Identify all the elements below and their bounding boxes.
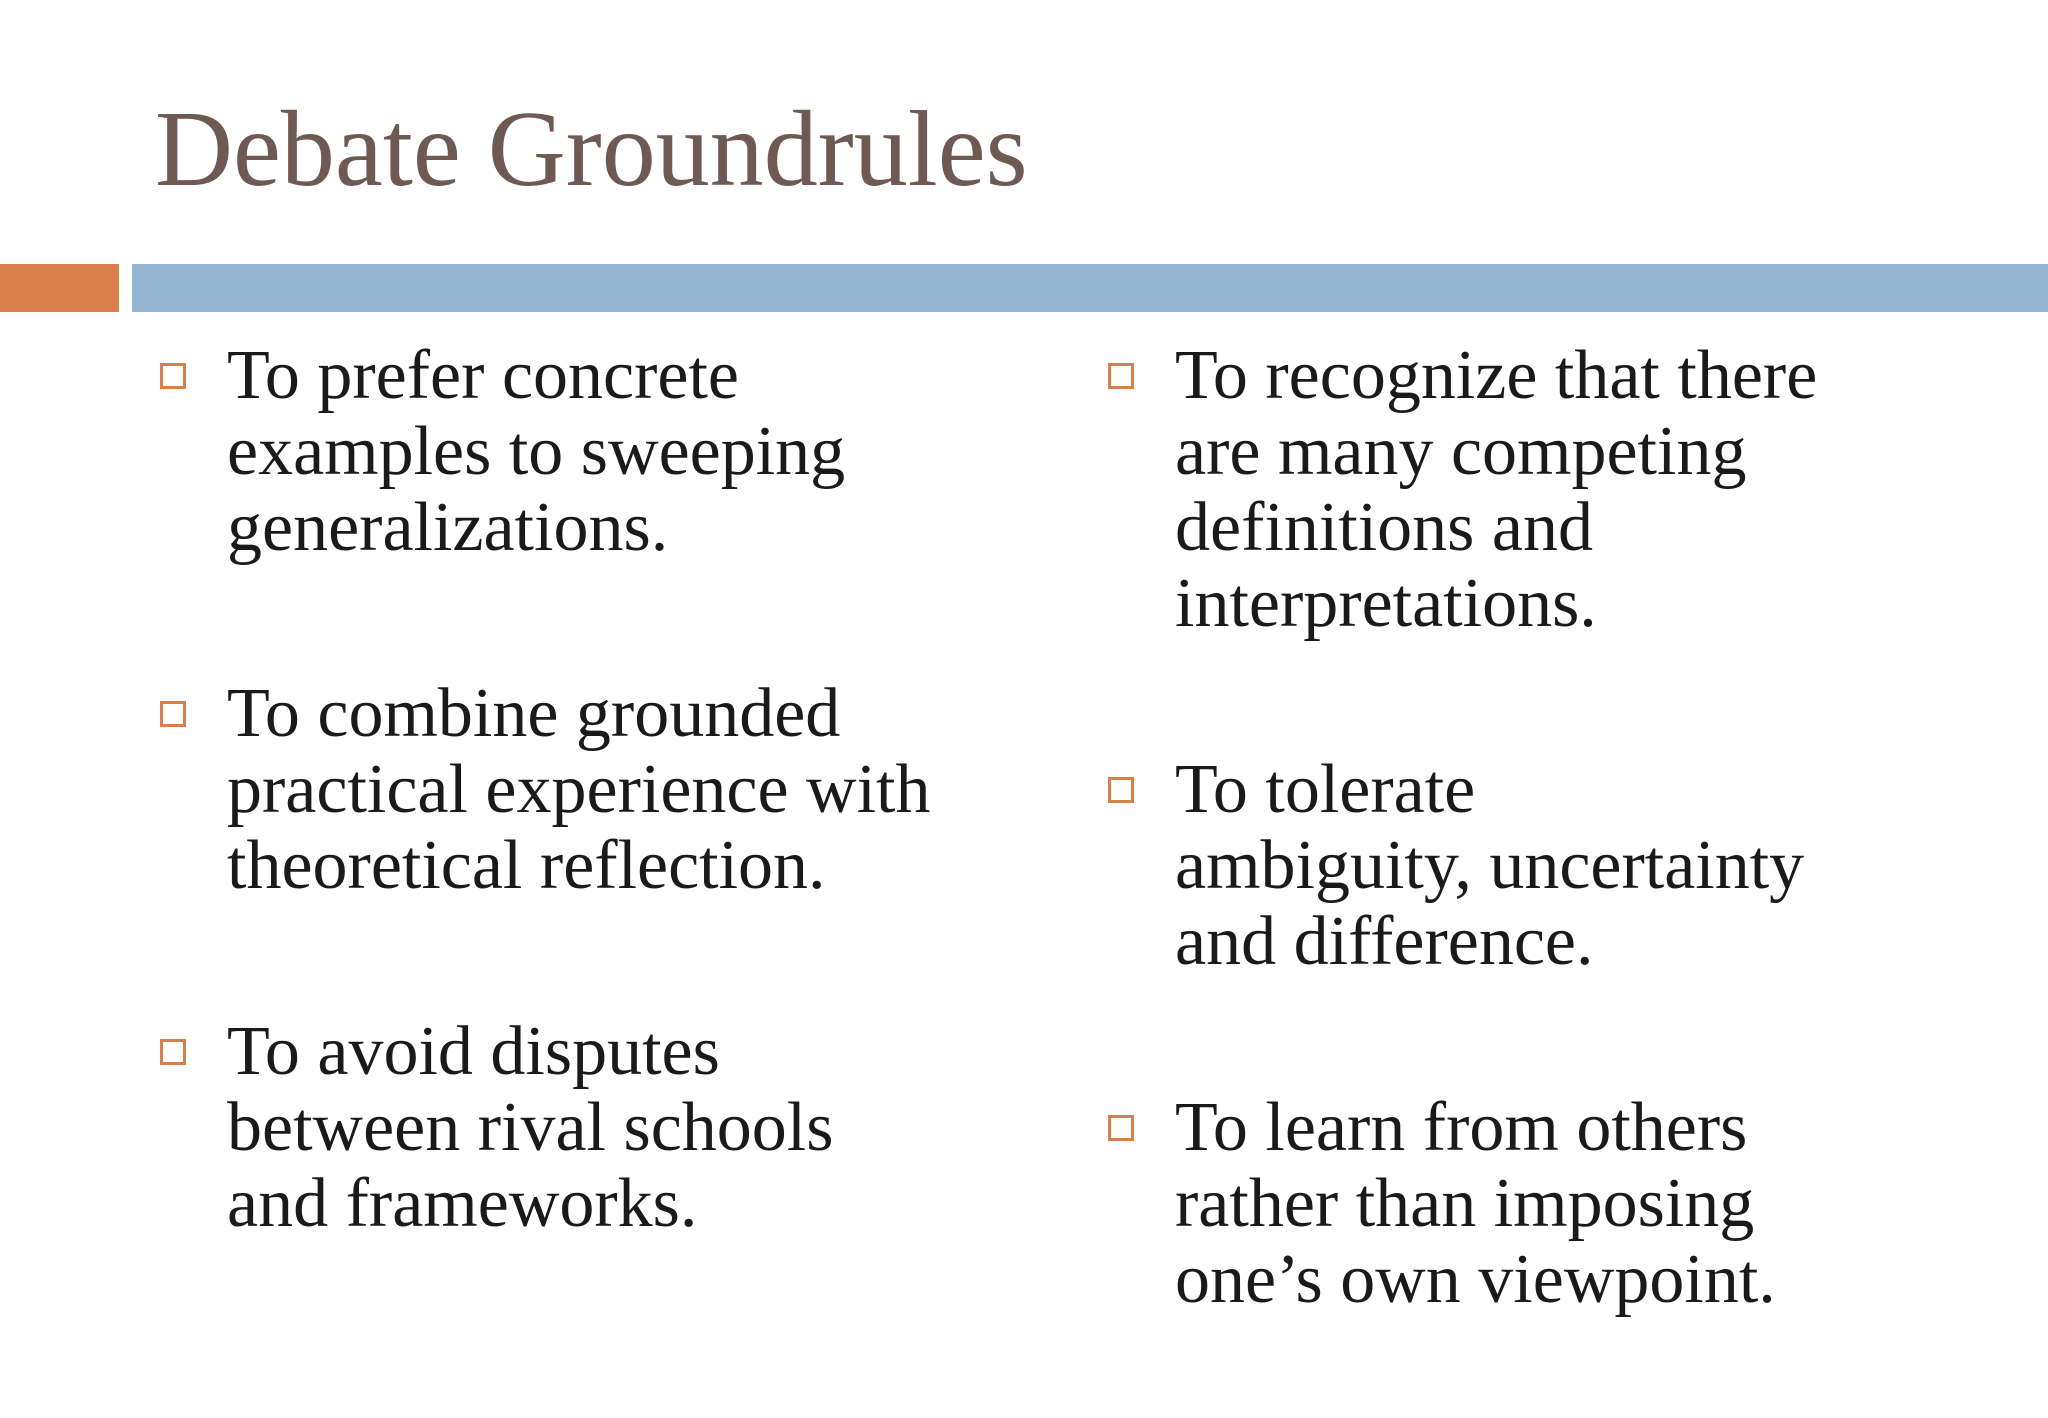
bullet-text: To tolerate ambiguity, uncertainty and difference. (1175, 751, 1805, 980)
bullet-square-icon (1108, 777, 1134, 803)
bullet-square-icon (1108, 363, 1134, 389)
slide-title: Debate Groundrules (155, 90, 1028, 209)
bullet-text: To prefer concrete examples to sweeping generalizations. (227, 337, 846, 566)
accent-bar-blue (132, 264, 2048, 312)
bullet-square-icon (160, 701, 186, 727)
bullet-text: To learn from others rather than imposing one’s own viewpoint. (1175, 1089, 1776, 1318)
bullet-square-icon (160, 363, 186, 389)
accent-bar-orange (0, 264, 119, 312)
bullet-square-icon (1108, 1115, 1134, 1141)
bullet-square-icon (160, 1039, 186, 1065)
bullet-text: To avoid disputes between rival schools and frameworks. (227, 1013, 834, 1242)
bullet-text: To combine grounded practical experience with theoretical reflection. (227, 675, 931, 904)
bullet-text: To recognize that there are many competing definitions and interpretations. (1175, 337, 1818, 642)
